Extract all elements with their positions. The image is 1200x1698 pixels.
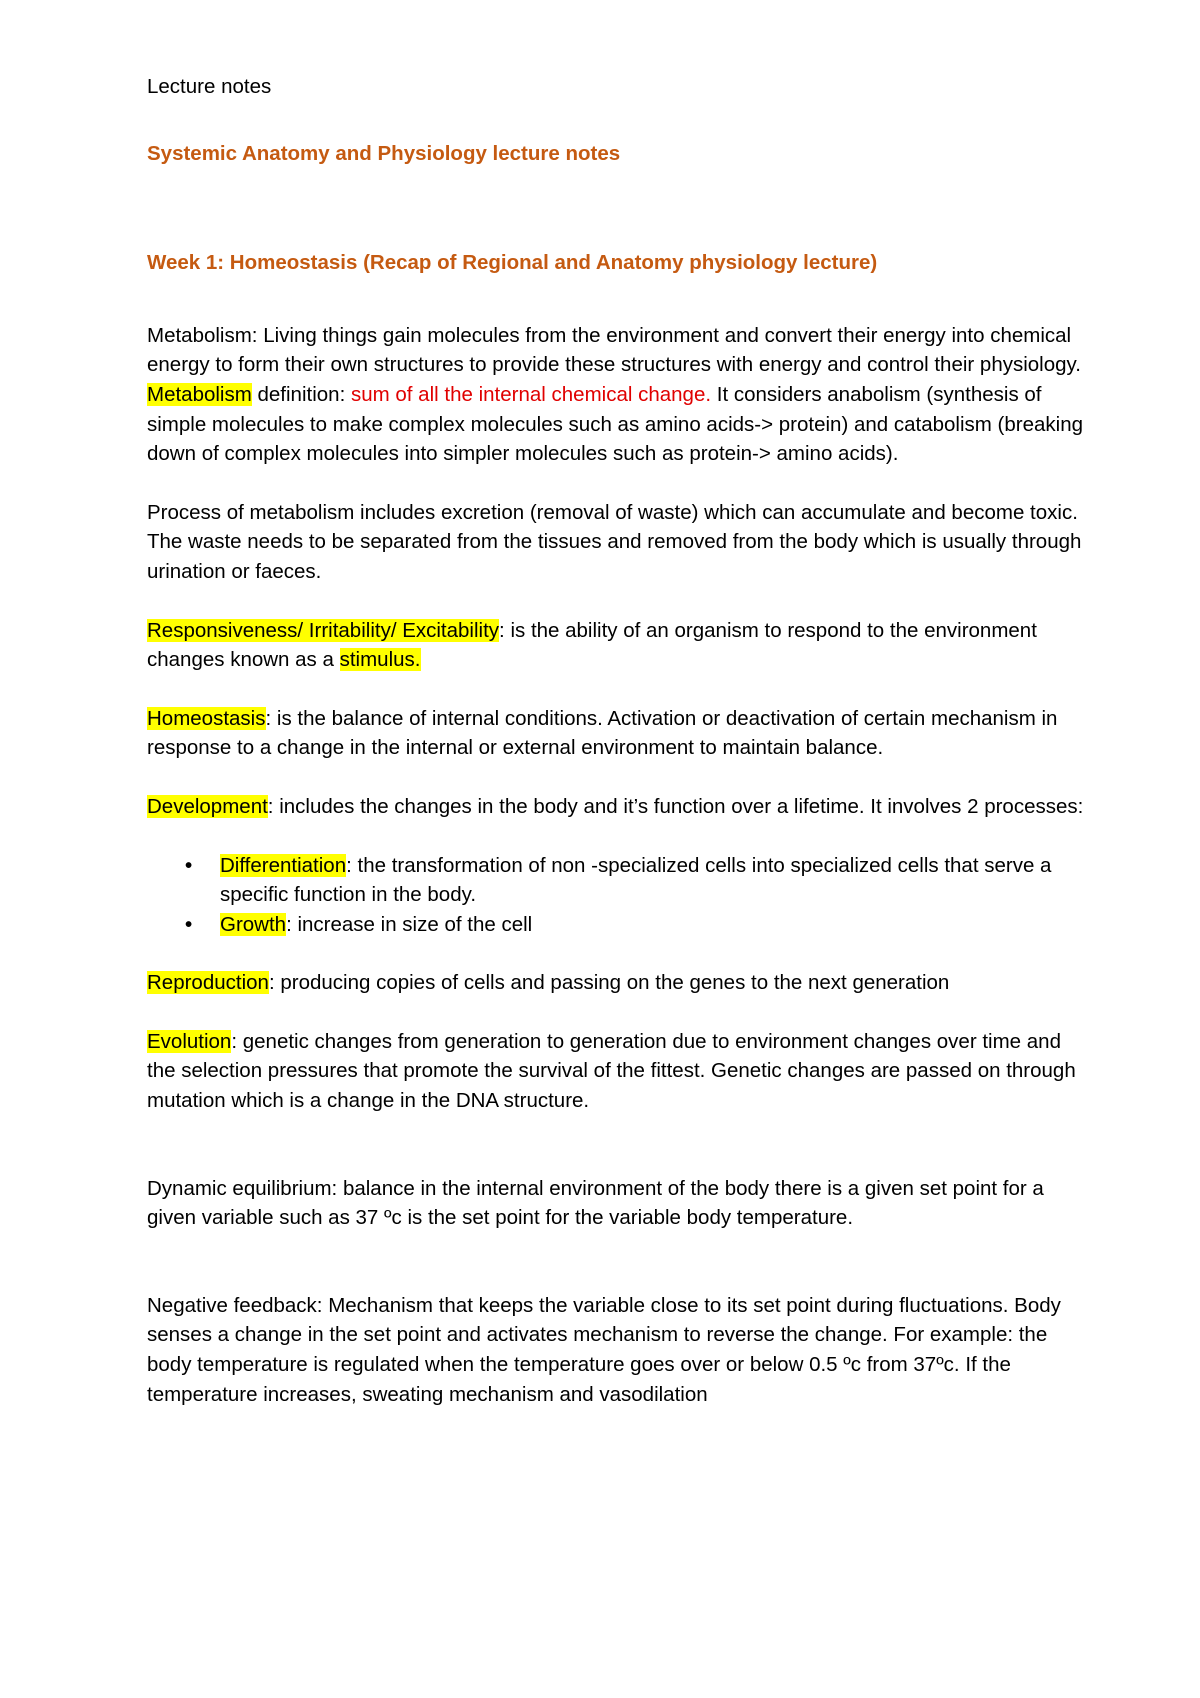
development-paragraph — [147, 792, 1087, 822]
development-term: Development — [147, 794, 268, 818]
growth-term: Growth — [220, 912, 287, 936]
list-item — [147, 851, 1087, 910]
metabolism-paragraph — [147, 321, 1087, 469]
metabolism-intro: Metabolism: Living things gain molecules from the environment and convert their energy into chemical energy to form their own structures to provide these structures with energy and control their physiology. — [147, 323, 1081, 377]
excretion-paragraph: Process of metabolism includes excretion (removal of waste) which can accumulate and become toxic. The waste needs to be separated from the tissues and removed from the body which is usually through urination or faeces. — [147, 500, 1082, 583]
differentiation-text: : the transformation of non -specialized cells into specialized cells that serve a specific function in the body. — [220, 853, 1052, 907]
reproduction-term: Reproduction — [147, 971, 269, 995]
metabolism-def-label: definition: — [251, 382, 351, 406]
development-list — [147, 851, 1087, 940]
stimulus-term: stimulus. — [339, 648, 421, 672]
reproduction-paragraph — [147, 968, 1087, 998]
document-page — [147, 72, 1087, 1409]
bullet-icon: • — [185, 912, 193, 936]
differentiation-term: Differentiation — [220, 853, 347, 877]
reproduction-text: : producing copies of cells and passing on the genes to the next generation — [268, 971, 950, 995]
development-text: : includes the changes in the body and it’s function over a lifetime. It involves 2 processes: — [267, 794, 1084, 818]
evolution-paragraph — [147, 1027, 1087, 1116]
responsiveness-paragraph — [147, 616, 1087, 675]
week-title: Week 1: Homeostasis (Recap of Regional and Anatomy physiology lecture) — [147, 251, 878, 275]
metabolism-rest: It considers anabolism (synthesis of simple molecules to make complex molecules such as amino acids-> protein) and catabolism (breaking down of complex molecules into simpler molecules such as protein-> amino acids). — [147, 382, 1084, 466]
evolution-term: Evolution — [147, 1029, 232, 1053]
course-title: Systemic Anatomy and Physiology lecture notes — [147, 141, 621, 165]
homeostasis-text: : is the balance of internal conditions. Activation or deactivation of certain mechanism in response to a change in the internal or external environment to maintain balance. — [147, 706, 1058, 760]
responsiveness-text: : is the ability of an organism to respond to the environment changes known as a — [147, 618, 1037, 672]
metabolism-term: Metabolism — [147, 382, 252, 406]
metabolism-definition: sum of all the internal chemical change. — [350, 382, 712, 406]
dynamic-equilibrium-paragraph: Dynamic equilibrium: balance in the internal environment of the body there is a given set point for a given variable such as 37 ºc is the set point for the variable body temperature. — [147, 1176, 1044, 1230]
bullet-icon: • — [185, 853, 193, 877]
negative-feedback-paragraph: Negative feedback: Mechanism that keeps the variable close to its set point during fluctuations. Body senses a change in the set point and activates mechanism to reverse the change. For example: the body temperature is regulated when the temperature goes over or below 0.5 ºc from 37ºc. If the temperature increases, sweating mechanism and vasodilation — [147, 1293, 1061, 1406]
list-item — [147, 910, 1087, 940]
evolution-text: : genetic changes from generation to generation due to environment changes over time and the selection pressures that promote the survival of the fittest. Genetic changes are passed on through mutation which is a change in the DNA structure. — [147, 1029, 1076, 1113]
homeostasis-paragraph — [147, 704, 1087, 763]
homeostasis-term: Homeostasis — [147, 706, 266, 730]
document-label: Lecture notes — [147, 75, 272, 98]
responsiveness-term: Responsiveness/ Irritability/ Excitability — [147, 618, 500, 642]
growth-text: : increase in size of the cell — [286, 912, 533, 936]
